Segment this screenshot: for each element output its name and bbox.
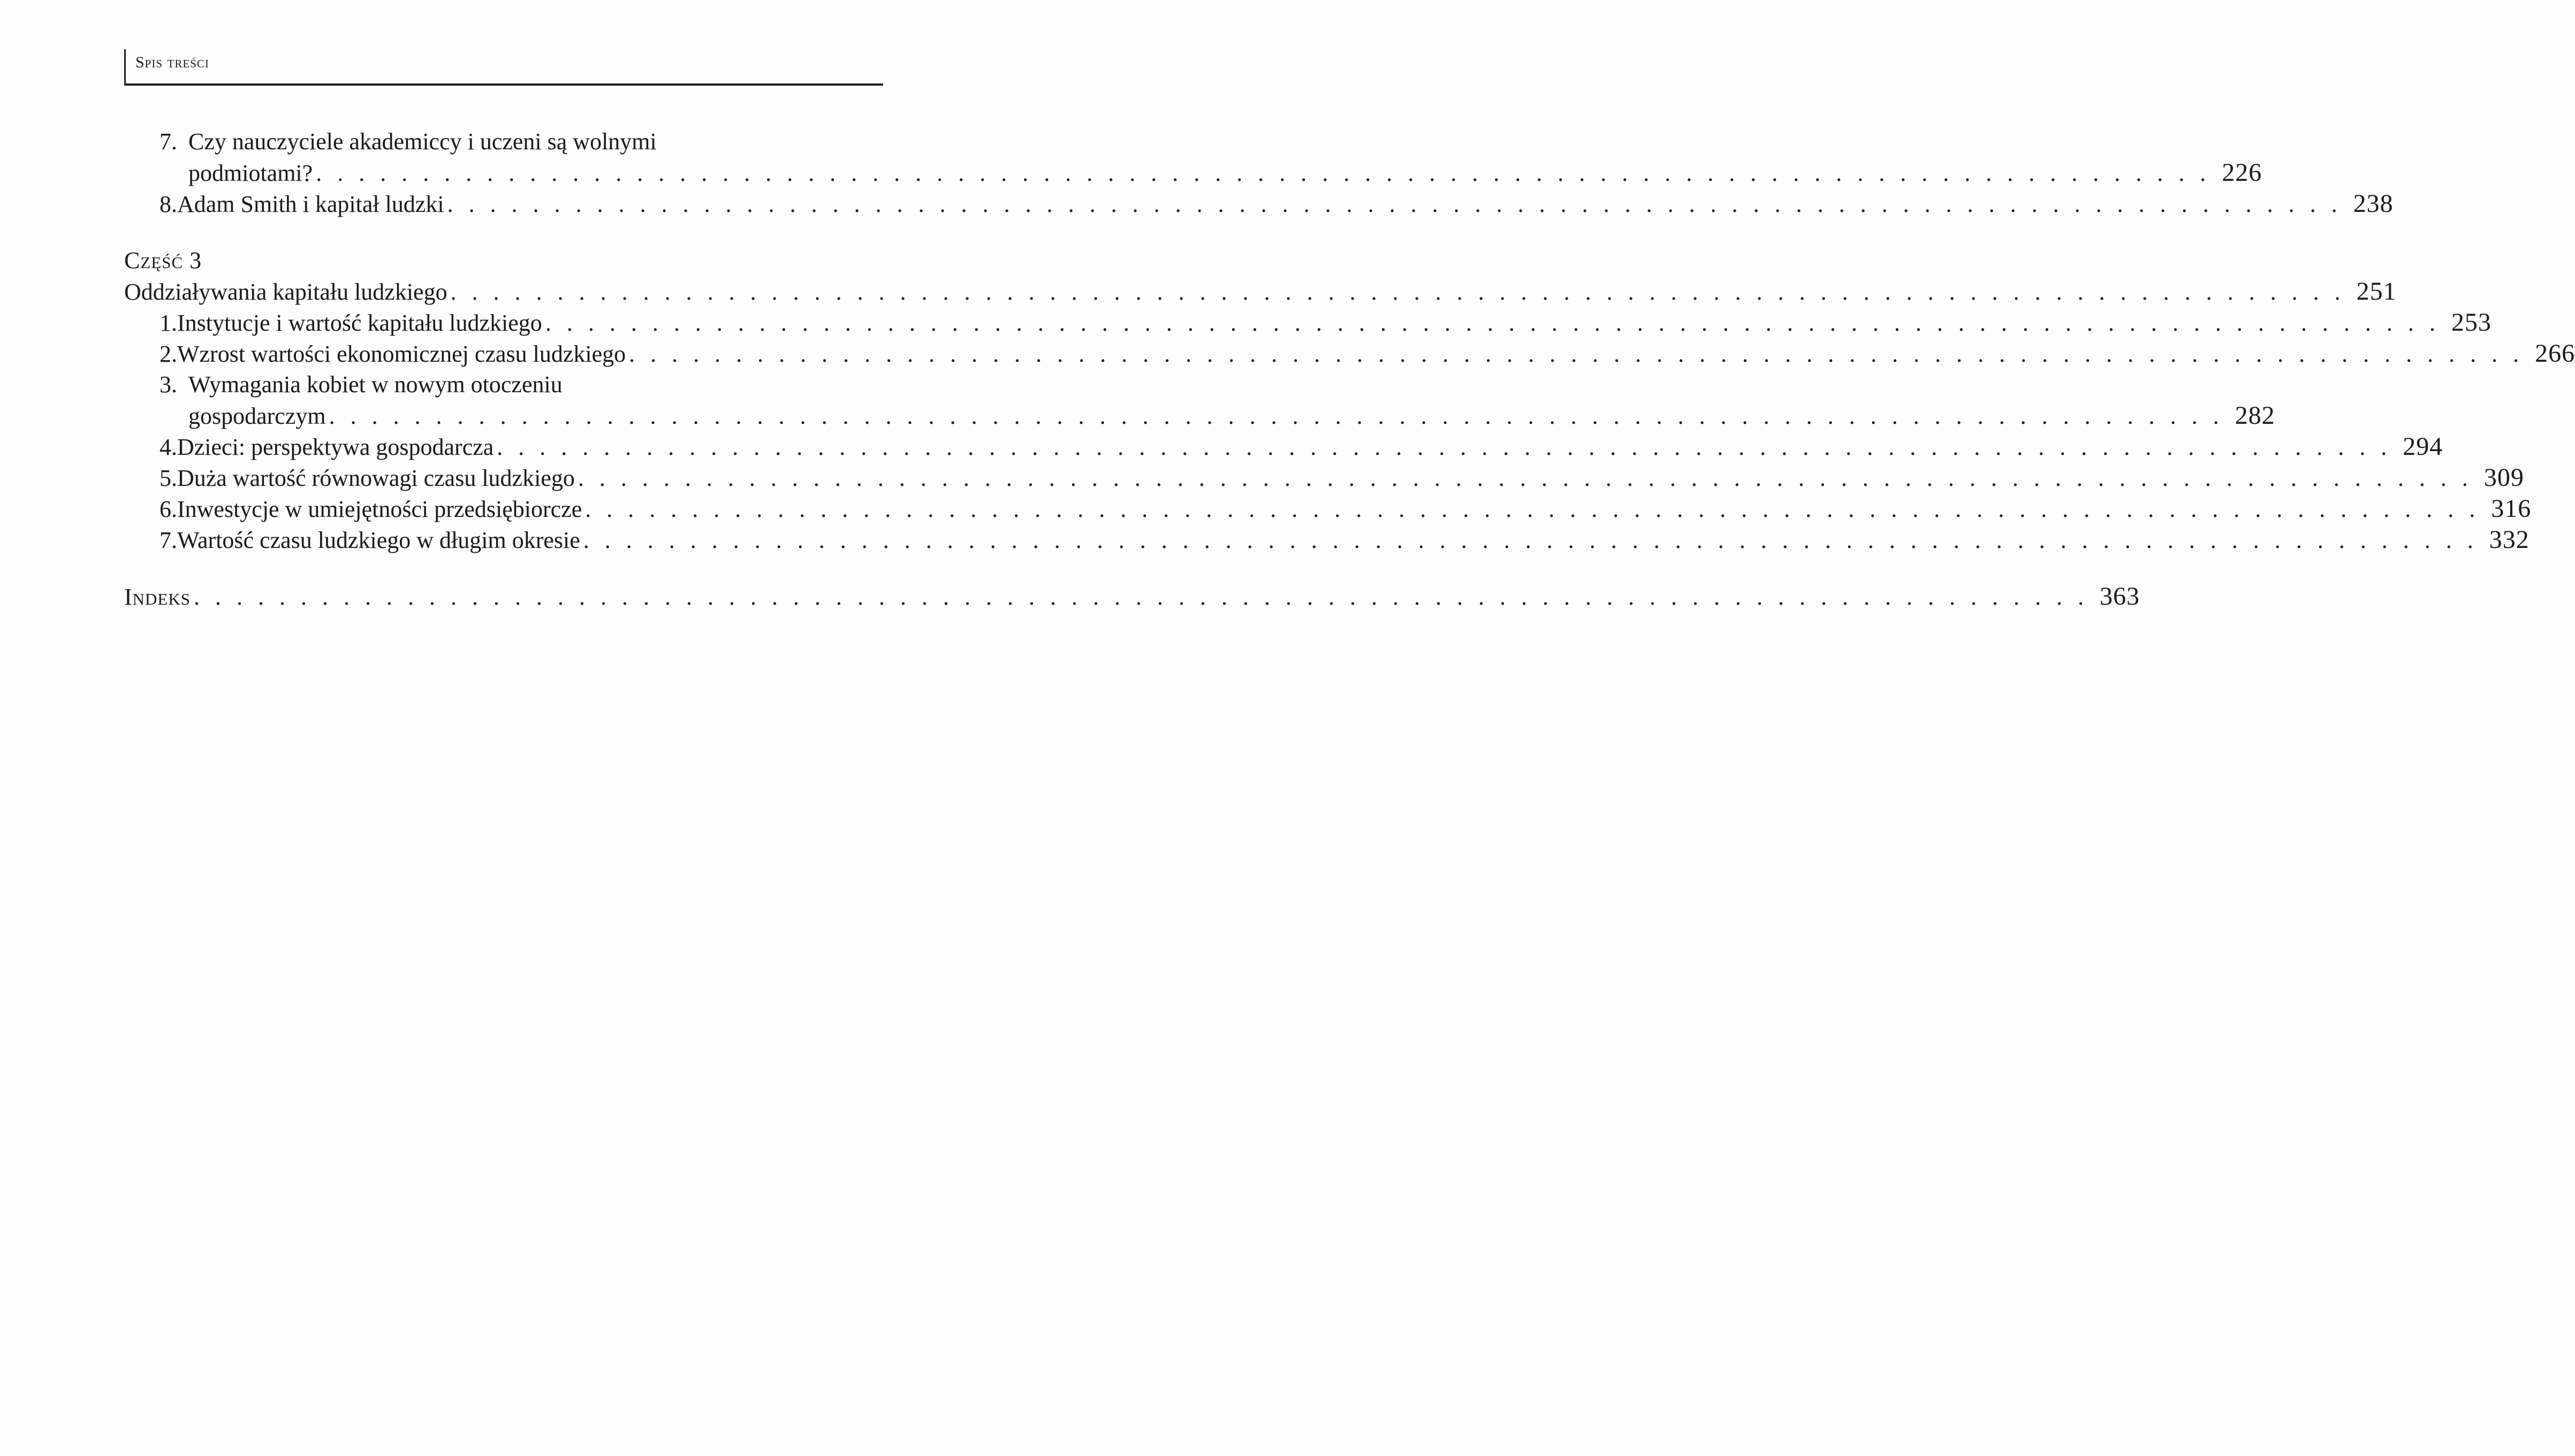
toc-entry-label: Dzieci: perspektywa gospodarcza	[177, 434, 494, 460]
toc-entry-label: Inwestycje w umiejętności przedsiębiorcze	[177, 496, 582, 522]
toc-entry-2-7-line1	[124, 126, 885, 157]
toc-entry-number: 7.	[159, 128, 177, 155]
toc-entry-3-5[interactable]	[124, 462, 2524, 493]
toc-entry-label: Duża wartość równowagi czasu ludzkiego	[177, 465, 575, 491]
toc-entry-3-3-line1	[124, 369, 885, 400]
running-header	[124, 47, 883, 86]
toc-entry-3-6[interactable]	[124, 493, 2532, 524]
part-heading: Część 3	[124, 247, 202, 273]
dot-leader: . . . . . . . . . . . . . . . . . . . . . . . . . . . . . . . . . . . . . . . . . . . . . . . . . . . . . . . . . . . . . . . . . . . . . . . . . . . . . . . . . . . . . . . . .	[583, 527, 2478, 553]
toc-entry-3-2[interactable]	[124, 338, 2575, 369]
toc-page-number: 309	[2483, 463, 2524, 492]
toc-entry-number: 3.	[159, 371, 177, 398]
dot-leader: . . . . . . . . . . . . . . . . . . . . . . . . . . . . . . . . . . . . . . . . . . . . . . . . . . . . . . . . . . . . . . . . . . . . . . . . . . . . . . . . . . . . . . . . .	[497, 434, 2392, 460]
toc-entry-number: 1.	[159, 310, 177, 336]
toc-page-number: 226	[2222, 158, 2262, 187]
toc-entry-3-7[interactable]	[124, 524, 2530, 555]
toc-entry-label-continued: gospodarczym	[188, 403, 326, 429]
toc-page-number: 266	[2535, 339, 2575, 368]
table-of-contents	[124, 126, 2575, 612]
toc-page-number: 294	[2403, 432, 2443, 461]
toc-page-number: 251	[2356, 277, 2397, 306]
toc-entry-number: 8.	[159, 191, 177, 217]
toc-entry-label: Czy nauczyciele akademiccy i uczeni są wolnymi	[188, 128, 657, 155]
toc-entry-number: 7.	[159, 527, 177, 553]
dot-leader: . . . . . . . . . . . . . . . . . . . . . . . . . . . . . . . . . . . . . . . . . . . . . . . . . . . . . . . . . . . . . . . . . . . . . . . . . . . . . . . . . . . . . . . . .	[329, 403, 2224, 429]
header-vertical-rule	[124, 49, 126, 83]
toc-entry-number: 5.	[159, 465, 177, 491]
dot-leader: . . . . . . . . . . . . . . . . . . . . . . . . . . . . . . . . . . . . . . . . . . . . . . . . . . . . . . . . . . . . . . . . . . . . . . . . . . . . . . . . . . . . . . . . .	[450, 279, 2345, 305]
toc-entry-label: Wartość czasu ludzkiego w długim okresie	[177, 527, 580, 553]
toc-entry-3-3-line2[interactable]	[124, 400, 2275, 431]
toc-page-number: 238	[2353, 189, 2394, 218]
toc-entry-label: Wymagania kobiet w nowym otoczeniu	[188, 371, 563, 398]
dot-leader: . . . . . . . . . . . . . . . . . . . . . . . . . . . . . . . . . . . . . . . . . . . . . . . . . . . . . . . . . . . . . . . . . . . . . . . . . . . . . . . . . . . . . . . . .	[545, 310, 2440, 336]
toc-entry-number: 4.	[159, 434, 177, 460]
dot-leader: . . . . . . . . . . . . . . . . . . . . . . . . . . . . . . . . . . . . . . . . . . . . . . . . . . . . . . . . . . . . . . . . . . . . . . . . . . . . . . . . . . . . . . . . .	[316, 160, 2211, 186]
running-header-title: Spis treści	[135, 54, 209, 71]
dot-leader: . . . . . . . . . . . . . . . . . . . . . . . . . . . . . . . . . . . . . . . . . . . . . . . . . . . . . . . . . . . . . . . . . . . . . . . . . . . . . . . . . . . . . . . . .	[194, 584, 2088, 610]
toc-index-entry[interactable]	[124, 581, 2140, 612]
toc-entry-2-8[interactable]	[124, 188, 2394, 219]
toc-index-label: Indeks	[124, 584, 191, 610]
toc-entry-3-1[interactable]	[124, 307, 2492, 338]
toc-entry-3-4[interactable]	[124, 431, 2443, 462]
toc-page-number: 282	[2235, 401, 2275, 430]
toc-entry-label: Instytucje i wartość kapitału ludzkiego	[177, 310, 542, 336]
toc-page-number: 253	[2451, 308, 2492, 337]
toc-entry-number: 6.	[159, 496, 177, 522]
dot-leader: . . . . . . . . . . . . . . . . . . . . . . . . . . . . . . . . . . . . . . . . . . . . . . . . . . . . . . . . . . . . . . . . . . . . . . . . . . . . . . . . . . . . . . . . .	[629, 341, 2524, 367]
toc-part-title-label: Oddziaływania kapitału ludzkiego	[124, 279, 447, 305]
toc-page-number: 363	[2100, 582, 2140, 611]
toc-page-number: 332	[2489, 525, 2530, 554]
dot-leader: . . . . . . . . . . . . . . . . . . . . . . . . . . . . . . . . . . . . . . . . . . . . . . . . . . . . . . . . . . . . . . . . . . . . . . . . . . . . . . . . . . . . . . . . .	[578, 465, 2473, 491]
toc-entry-label: Adam Smith i kapitał ludzki	[177, 191, 444, 217]
toc-entry-label-continued: podmiotami?	[188, 160, 313, 186]
toc-entry-2-7-line2[interactable]	[124, 157, 2262, 188]
toc-page-number: 316	[2491, 494, 2532, 523]
toc-entry-number: 2.	[159, 341, 177, 367]
toc-entry-label: Wzrost wartości ekonomicznej czasu ludzkiego	[177, 341, 626, 367]
toc-part-title[interactable]	[124, 276, 2397, 307]
dot-leader: . . . . . . . . . . . . . . . . . . . . . . . . . . . . . . . . . . . . . . . . . . . . . . . . . . . . . . . . . . . . . . . . . . . . . . . . . . . . . . . . . . . . . . . . .	[447, 191, 2342, 217]
dot-leader: . . . . . . . . . . . . . . . . . . . . . . . . . . . . . . . . . . . . . . . . . . . . . . . . . . . . . . . . . . . . . . . . . . . . . . . . . . . . . . . . . . . . . . . . .	[585, 496, 2480, 522]
